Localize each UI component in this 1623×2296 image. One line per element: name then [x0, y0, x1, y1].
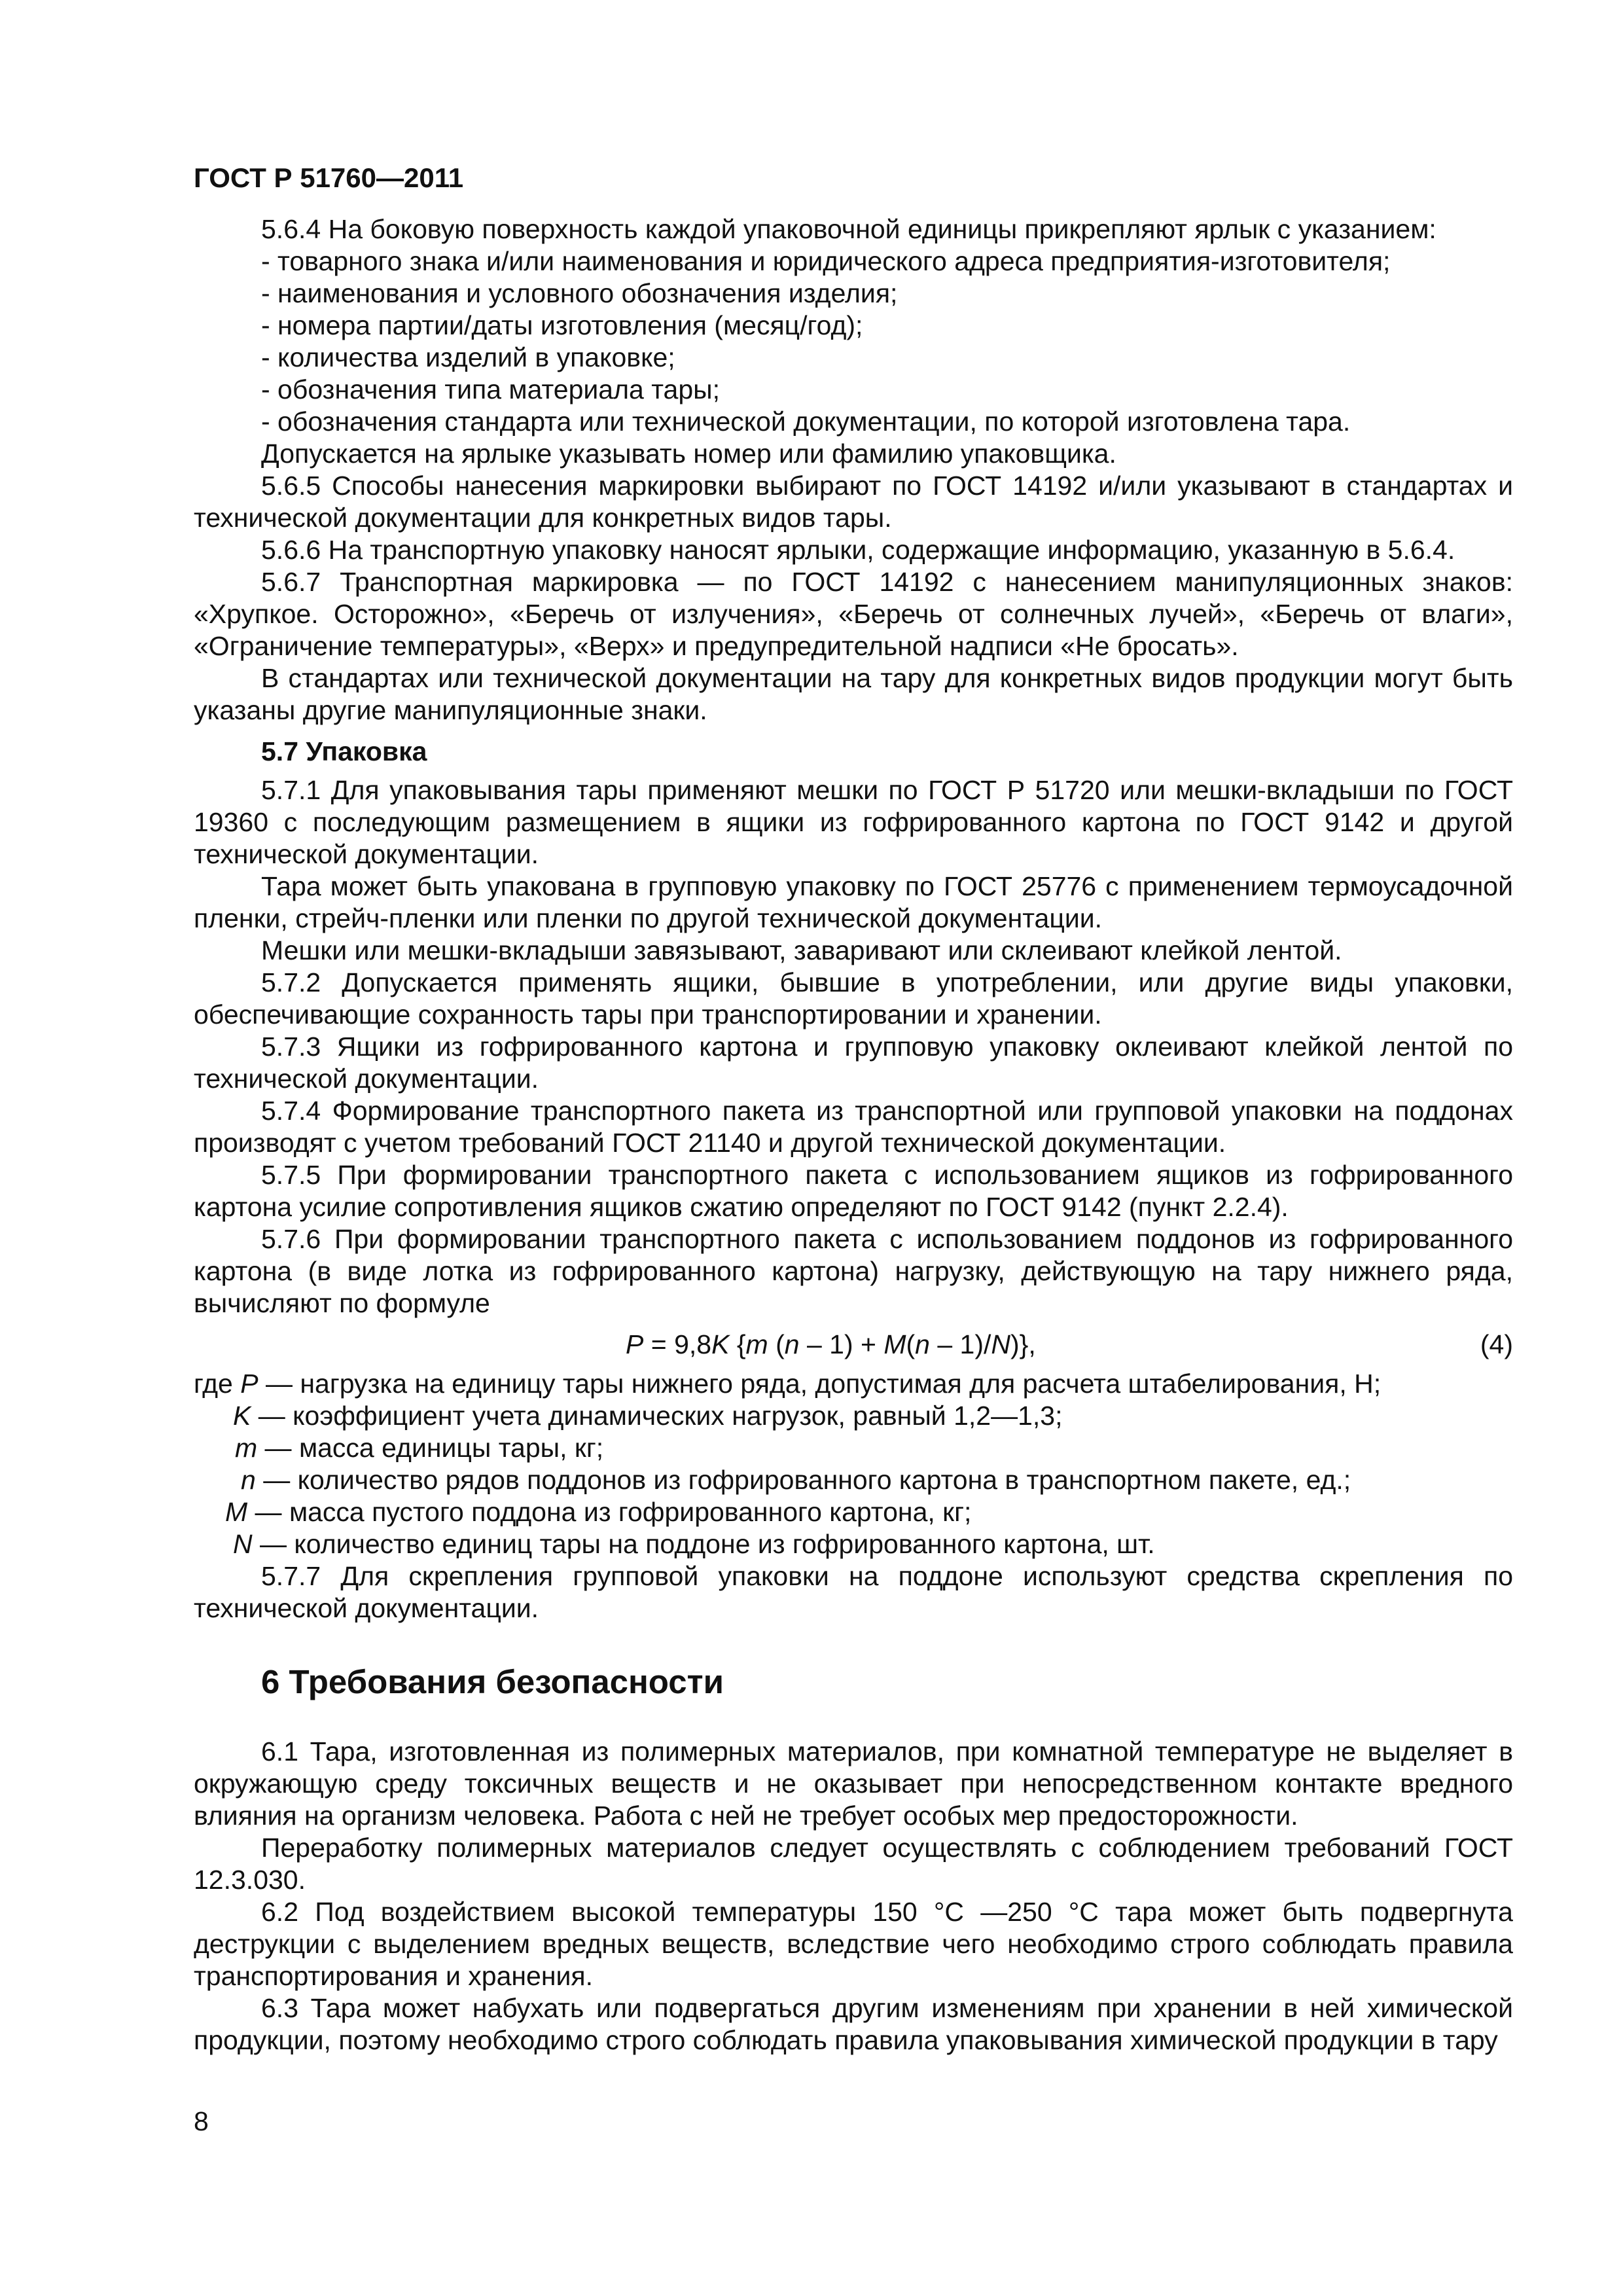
formula-row — [194, 1329, 1513, 1361]
page-number: 8 — [194, 2106, 209, 2136]
list-item: - обозначения типа материала тары; — [261, 374, 721, 404]
def-text: — количество рядов поддонов из гофрированного картона в транспортном пакете, ед.; — [255, 1465, 1351, 1495]
formula-number: (4) — [1480, 1329, 1513, 1359]
clause-5-6-5: 5.6.5 Способы нанесения маркировки выбирают по ГОСТ 14192 и/или указывают в стандартах и технической документации для конкретных видов тары. — [194, 471, 1513, 533]
definition-N — [194, 1528, 1513, 1560]
def-text: — коэффициент учета динамических нагрузок, равный 1,2—1,3; — [251, 1401, 1063, 1431]
list-item: - наименования и условного обозначения изделия; — [261, 278, 898, 308]
clause-5-7-1-b: Тара может быть упакована в групповую упаковку по ГОСТ 25776 с применением термоусадочной пленки, стрейч-пленки или пленки по другой технической документации. — [194, 871, 1513, 933]
definition-M — [194, 1496, 1513, 1528]
formula: P = 9,8K {m (n – 1) + M(n – 1)/N)}, — [626, 1329, 1036, 1359]
clause-5-6-6: 5.6.6 На транспортную упаковку наносят ярлыки, содержащие информацию, указанную в 5.6.4. — [261, 535, 1455, 565]
section-heading-6: 6 Требования безопасности — [261, 1663, 724, 1700]
def-text: — нагрузка на единицу тары нижнего ряда, допустимая для расчета штабелирования, Н; — [258, 1369, 1382, 1399]
clause-6-3: 6.3 Тара может набухать или подвергаться другим изменениям при хранении в ней химической продукции, поэтому необходимо строго соблюдать правила упаковывания химической продукции в тару — [194, 1993, 1513, 2055]
def-symbol: N — [233, 1529, 253, 1559]
list-item: - обозначения стандарта или технической документации, по которой изготовлена тара. — [261, 406, 1351, 437]
def-text: — масса пустого поддона из гофрированного картона, кг; — [247, 1497, 972, 1527]
definition-P — [194, 1368, 1513, 1400]
clause-5-7-6: 5.7.6 При формировании транспортного пакета с использованием поддонов из гофрированного картона (в виде лотка из гофрированного картона) нагрузку, действующую на тару нижнего ряда, вычисляют по формуле — [194, 1224, 1513, 1318]
def-symbol: m — [235, 1433, 258, 1463]
subsection-heading-5-7: 5.7 Упаковка — [261, 736, 427, 766]
clause-6-1: 6.1 Тара, изготовленная из полимерных материалов, при комнатной температуре не выделяет в окружающую среду токсичных веществ и не оказывает при непосредственном контакте вредного влияния на организм человека. Работа с ней не требует особых мер предосторожности. — [194, 1736, 1513, 1831]
list-item: - количества изделий в упаковке; — [261, 342, 675, 372]
definition-K — [194, 1400, 1513, 1432]
def-symbol: n — [241, 1465, 256, 1495]
clause-6-1-b: Переработку полимерных материалов следует осуществлять с соблюдением требований ГОСТ 12.3.030. — [194, 1833, 1513, 1895]
clause-6-2: 6.2 Под воздействием высокой температуры 150 °С —250 °С тара может быть подвергнута деструкции с выделением вредных веществ, вследствие чего необходимо строго соблюдать правила транспортирования и хранения. — [194, 1897, 1513, 1991]
clause-5-6-7-note: В стандартах или технической документации на тару для конкретных видов продукции могут быть указаны другие манипуляционные знаки. — [194, 663, 1513, 725]
definition-n — [194, 1464, 1513, 1496]
clause-5-6-4-note: Допускается на ярлыке указывать номер или фамилию упаковщика. — [261, 439, 1116, 469]
list-item: - товарного знака и/или наименования и юридического адреса предприятия-изготовителя; — [261, 246, 1391, 276]
def-symbol: M — [225, 1497, 248, 1527]
def-text: — масса единицы тары, кг; — [257, 1433, 604, 1463]
clause-5-7-5: 5.7.5 При формировании транспортного пакета с использованием ящиков из гофрированного картона усилие сопротивления ящиков сжатию определяют по ГОСТ 9142 (пункт 2.2.4). — [194, 1160, 1513, 1222]
clause-5-7-2: 5.7.2 Допускается применять ящики, бывшие в употреблении, или другие виды упаковки, обеспечивающие сохранность тары при транспортировании и хранении. — [194, 967, 1513, 1030]
clause-5-6-7: 5.6.7 Транспортная маркировка — по ГОСТ 14192 с нанесением манипуляционных знаков: «Хрупкое. Осторожно», «Беречь от излучения», «Беречь от солнечных лучей», «Беречь от влаги», «Ограничение температуры», «Верх» и предупредительной надписи «Не бросать». — [194, 567, 1513, 661]
def-symbol: P — [240, 1369, 259, 1399]
clause-5-7-7: 5.7.7 Для скрепления групповой упаковки на поддоне используют средства скрепления по технической документации. — [194, 1561, 1513, 1623]
document-header: ГОСТ Р 51760—2011 — [194, 162, 464, 193]
document-page — [194, 161, 1513, 2056]
def-text: — количество единиц тары на поддоне из гофрированного картона, шт. — [252, 1529, 1155, 1559]
list-item: - номера партии/даты изготовления (месяц/год); — [261, 310, 863, 340]
clause-5-7-1-c: Мешки или мешки-вкладыши завязывают, заваривают или склеивают клейкой лентой. — [261, 935, 1342, 965]
clause-5-7-4: 5.7.4 Формирование транспортного пакета из транспортной или групповой упаковки на поддонах производят с учетом требований ГОСТ 21140 и другой технической документации. — [194, 1096, 1513, 1158]
clause-5-7-3: 5.7.3 Ящики из гофрированного картона и групповую упаковку оклеивают клейкой лентой по технической документации. — [194, 1031, 1513, 1094]
definition-m — [194, 1432, 1513, 1464]
def-symbol: K — [233, 1401, 251, 1431]
clause-5-6-4: 5.6.4 На боковую поверхность каждой упаковочной единицы прикрепляют ярлык с указанием: — [261, 214, 1436, 244]
clause-5-7-1: 5.7.1 Для упаковывания тары применяют мешки по ГОСТ Р 51720 или мешки-вкладыши по ГОСТ 19360 с последующим размещением в ящики из гофрированного картона по ГОСТ 9142 и другой технической документации. — [194, 775, 1513, 869]
def-prefix: где — [194, 1369, 241, 1399]
